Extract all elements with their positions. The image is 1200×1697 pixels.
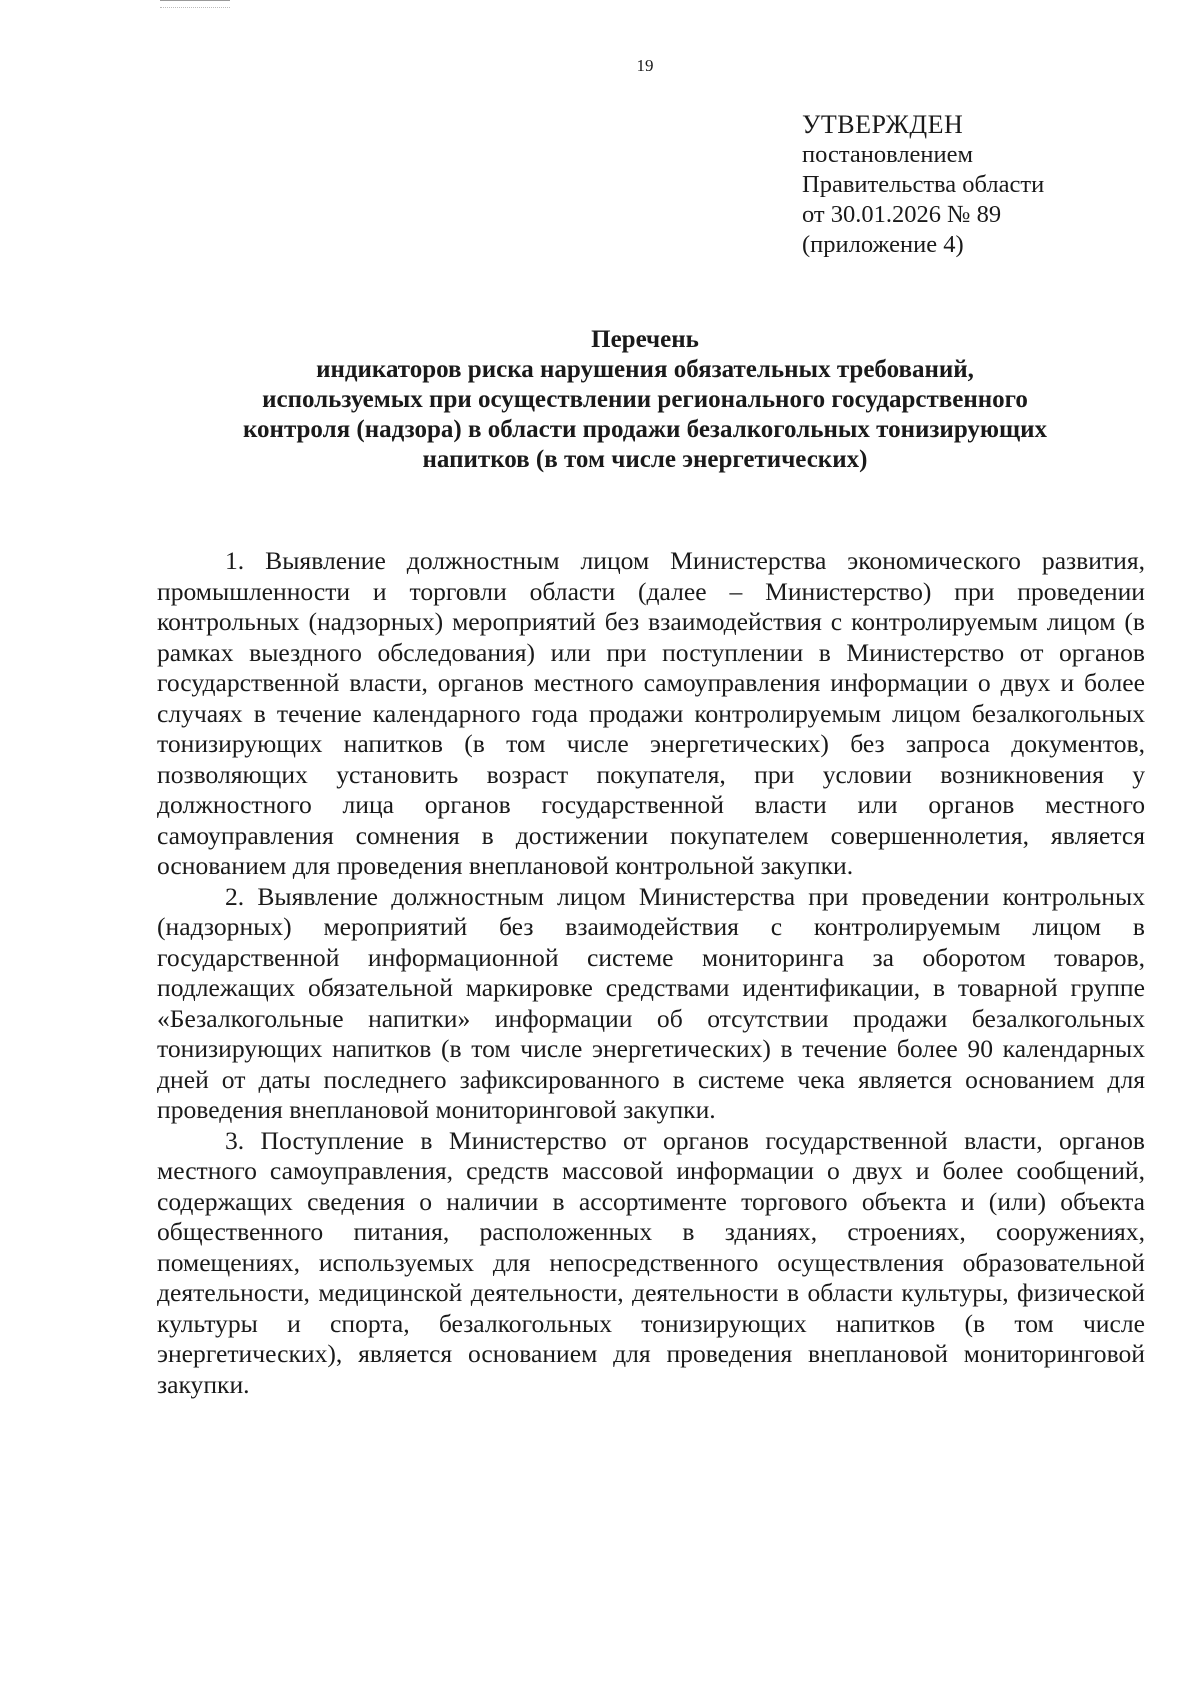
heading-line-5: напитков (в том числе энергетических) [422, 446, 868, 473]
heading-line-2: индикаторов риска нарушения обязательных требований, [316, 356, 974, 383]
document-body [157, 546, 1145, 1400]
page-number: 19 [636, 56, 654, 75]
paragraph-3: 3. Поступление в Министерство от органов государственной власти, органов местного самоуправления, средств массовой информации о двух и более сообщений, содержащих сведения о наличии в ассортименте торгового объекта и (или) объекта общественного питания, расположенных в зданиях, строениях, сооружениях, помещениях, используемых для непосредственного осуществления образовательной деятельности, медицинской деятельности, деятельности в области культуры, физической культуры и спорта, безалкогольных тонизирующих напитков (в том числе энергетических), является основанием для проведения внеплановой мониторинговой закупки. [157, 1125, 1145, 1399]
approval-line-4: (приложение 4) [802, 231, 964, 258]
scan-artifact [160, 0, 230, 8]
approval-line-2: Правительства области [802, 171, 1045, 198]
document-heading [180, 325, 1110, 475]
heading-line-4: контроля (надзора) в области продажи безалкогольных тонизирующих [242, 416, 1048, 443]
approval-line-1: постановлением [802, 141, 974, 168]
heading-line-1: Перечень [591, 326, 699, 353]
heading-line-3: используемых при осуществлении регионального государственного [262, 386, 1028, 413]
paragraph-2: 2. Выявление должностным лицом Министерства при проведении контрольных (надзорных) мероприятий без взаимодействия с контролируемым лицом в государственной информационной системе мониторинга за оборотом товаров, подлежащих обязательной маркировке средствами идентификации, в товарной группе «Безалкогольные напитки» информации об отсутствии продажи безалкогольных тонизирующих напитков (в том числе энергетических) в течение более 90 календарных дней от даты последнего зафиксированного в системе чека является основанием для проведения внеплановой мониторинговой закупки. [157, 881, 1145, 1124]
approval-line-3: от 30.01.2026 № 89 [802, 201, 1002, 228]
approval-title: УТВЕРЖДЕН [802, 110, 964, 139]
approval-block [802, 110, 1044, 260]
paragraph-1: 1. Выявление должностным лицом Министерства экономического развития, промышленности и торговли области (далее – Министерство) при проведении контрольных (надзорных) мероприятий без взаимодействия с контролируемым лицом (в рамках выездного обследования) или при поступлении в Министерство от органов государственной власти, органов местного самоуправления информации о двух и более случаях в течение календарного года продажи контролируемым лицом безалкогольных тонизирующих напитков (в том числе энергетических) без запроса документов, позволяющих установить возраст покупателя, при условии возникновения у должностного лица органов государственной власти или органов местного самоуправления сомнения в достижении покупателем совершеннолетия, является основанием для проведения внеплановой контрольной закупки. [157, 546, 1145, 880]
